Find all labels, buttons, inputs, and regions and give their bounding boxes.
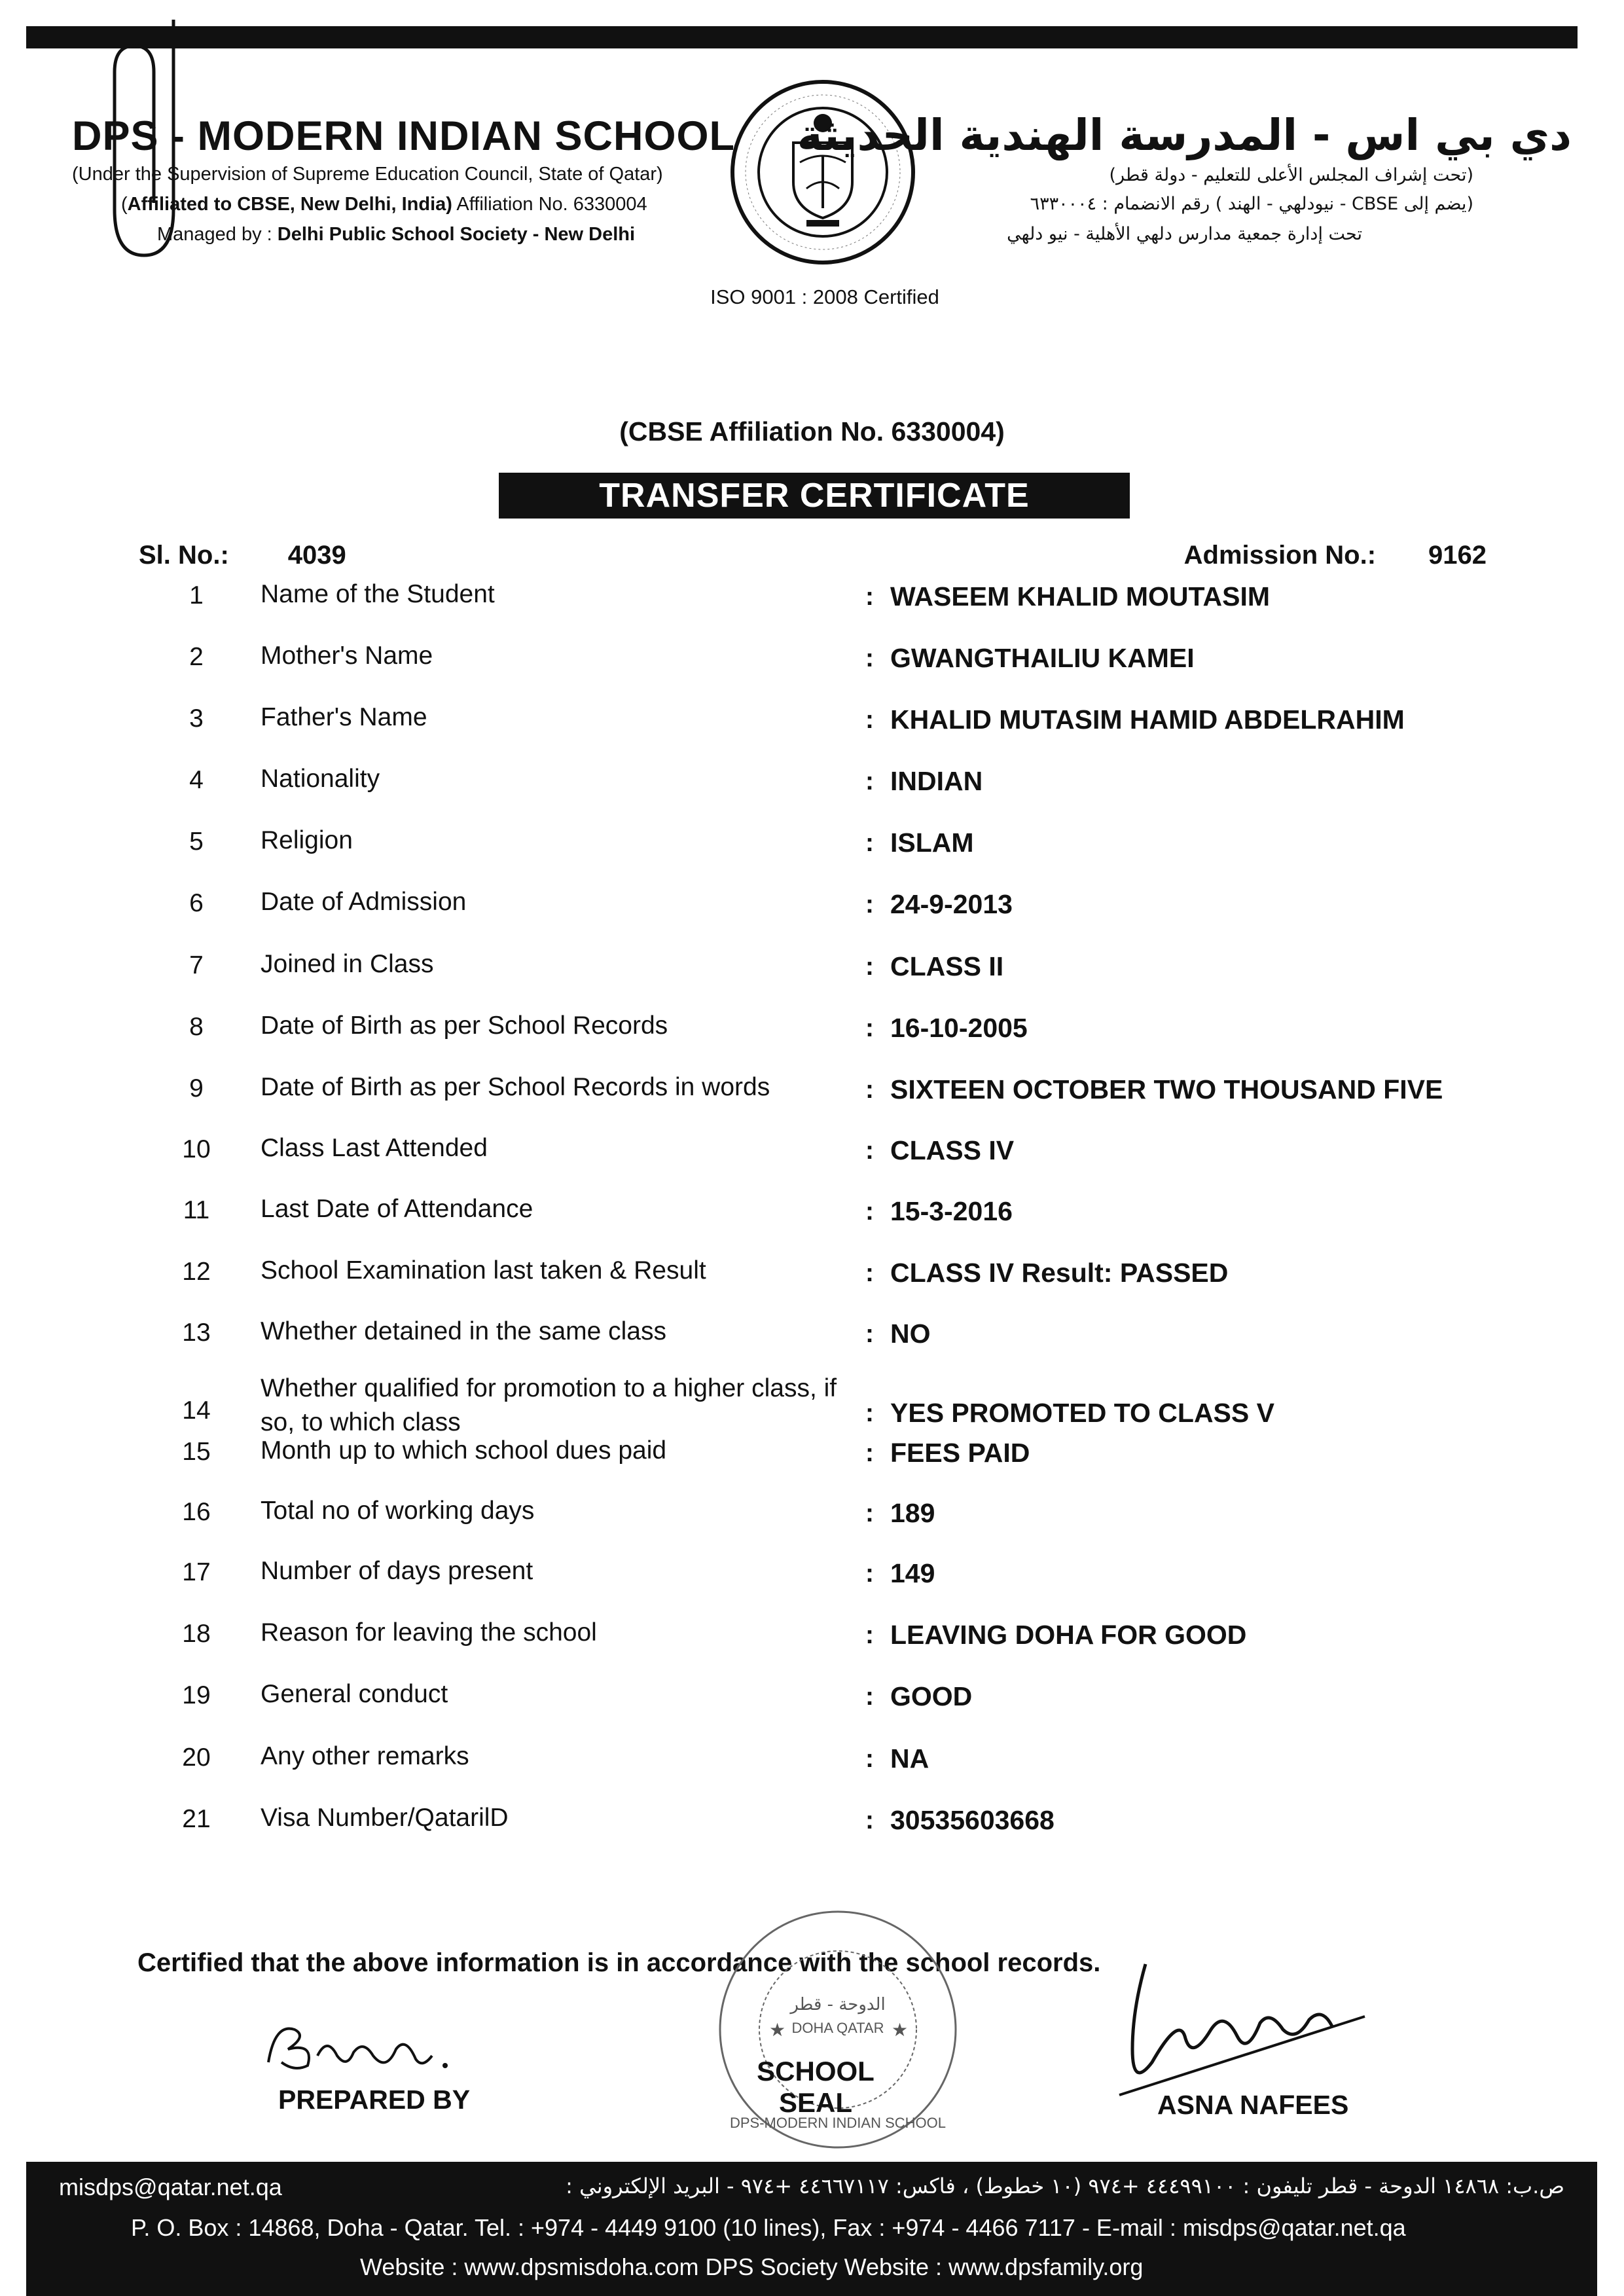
field-row — [0, 951, 1624, 1010]
signatory-name: ASNA NAFEES — [1157, 2090, 1349, 2120]
field-value: KHALID MUTASIM HAMID ABDELRAHIM — [890, 704, 1405, 735]
field-value: NO — [890, 1319, 931, 1349]
field-colon: : — [865, 1559, 874, 1588]
field-label: Total no of working days — [261, 1497, 535, 1525]
field-number: 6 — [189, 889, 204, 917]
field-colon: : — [865, 1076, 874, 1104]
field-number: 21 — [182, 1805, 211, 1833]
field-number: 15 — [182, 1438, 211, 1466]
field-row — [0, 1743, 1624, 1802]
field-number: 9 — [189, 1074, 204, 1102]
field-value: YES PROMOTED TO CLASS V — [890, 1398, 1274, 1428]
certified-statement: Certified that the above information is in accordance with the school records. — [137, 1948, 1101, 1977]
serial-number — [139, 541, 346, 570]
field-row — [0, 1681, 1624, 1740]
field-value: CLASS II — [890, 951, 1004, 981]
field-value: FEES PAID — [890, 1438, 1030, 1468]
field-label: General conduct — [261, 1680, 448, 1708]
field-number: 14 — [182, 1396, 211, 1425]
supervision-line: (Under the Supervision of Supreme Education Council, State of Qatar) — [72, 164, 663, 185]
svg-text:★: ★ — [892, 2020, 909, 2040]
prepared-by-label: PREPARED BY — [278, 2085, 471, 2115]
arabic-school-name: دي بي اس - المدرسة الهندية الحديثة — [797, 110, 1572, 160]
managed-by-society: Delhi Public School Society - New Delhi — [277, 224, 636, 245]
serial-value: 4039 — [287, 541, 346, 570]
field-value: CLASS IV Result: PASSED — [890, 1258, 1229, 1288]
field-value: 16-10-2005 — [890, 1013, 1028, 1043]
affiliation-bold: Affiliated to CBSE, New Delhi, India) — [127, 194, 452, 215]
field-colon: : — [865, 829, 874, 857]
field-row — [0, 1013, 1624, 1072]
field-row — [0, 828, 1624, 886]
field-value: ISLAM — [890, 828, 974, 858]
field-label: Class Last Attended — [261, 1134, 488, 1162]
field-number: 20 — [182, 1743, 211, 1772]
field-value: CLASS IV — [890, 1135, 1015, 1165]
footer-email: misdps@qatar.net.qa — [59, 2174, 282, 2200]
field-label: Father's Name — [261, 703, 427, 731]
field-label: Visa Number/QatarilD — [261, 1804, 509, 1832]
field-number: 13 — [182, 1319, 211, 1347]
field-row — [0, 1498, 1624, 1557]
field-row — [0, 1135, 1624, 1194]
field-number: 1 — [189, 581, 204, 610]
field-colon: : — [865, 1683, 874, 1711]
cbse-affiliation: (CBSE Affiliation No. 6330004) — [619, 416, 1005, 446]
field-label: Any other remarks — [261, 1742, 469, 1770]
field-number: 17 — [182, 1558, 211, 1586]
footer-arabic-contact: ص.ب: ١٤٨٦٨ الدوحة - قطر تليفون : ٤٤٤٩٩١٠٠ +٩٧٤ (١٠ خطوط) ، فاكس: ٤٤٦٦٧١١٧ +٩٧٤ - البريد الإلكتروني : — [566, 2174, 1564, 2198]
field-colon: : — [865, 1499, 874, 1527]
affiliation-line: (Affiliated to CBSE, New Delhi, India) Affiliation No. 6330004 — [121, 194, 647, 215]
admission-value: 9162 — [1428, 541, 1487, 570]
field-label: Month up to which school dues paid — [261, 1436, 667, 1465]
field-value: SIXTEEN OCTOBER TWO THOUSAND FIVE — [890, 1074, 1443, 1104]
field-value: GWANGTHAILIU KAMEI — [890, 643, 1195, 673]
field-value: LEAVING DOHA FOR GOOD — [890, 1620, 1247, 1650]
school-seal-label: SCHOOL SEAL — [757, 2056, 875, 2118]
field-row — [0, 889, 1624, 948]
field-number: 18 — [182, 1620, 211, 1648]
arabic-affiliation-line: (يضم إلى CBSE - نيودلهي - الهند ) رقم الانضمام : ٦٣٣٠٠٠٤ — [1030, 194, 1473, 214]
field-label: Religion — [261, 826, 353, 854]
field-label: Number of days present — [261, 1557, 533, 1585]
field-row — [0, 1620, 1624, 1679]
field-colon: : — [865, 1259, 874, 1287]
field-number: 4 — [189, 766, 204, 794]
field-label: Last Date of Attendance — [261, 1195, 533, 1223]
field-colon: : — [865, 1439, 874, 1467]
field-colon: : — [865, 583, 874, 611]
field-colon: : — [865, 1320, 874, 1348]
field-colon: : — [865, 953, 874, 981]
field-label: Name of the Student — [261, 580, 495, 608]
field-row — [0, 766, 1624, 825]
field-value: 189 — [890, 1498, 935, 1528]
seal-ring-text: DPS-MODERN INDIAN SCHOOL — [729, 2115, 947, 2131]
serial-label: Sl. No.: — [139, 541, 229, 570]
field-row — [0, 1319, 1624, 1377]
field-number: 11 — [183, 1196, 210, 1224]
field-label: Reason for leaving the school — [261, 1618, 597, 1647]
field-number: 8 — [189, 1013, 204, 1041]
arabic-supervision-line: (تحت إشراف المجلس الأعلى للتعليم - دولة قطر) — [1109, 165, 1473, 185]
field-colon: : — [865, 1014, 874, 1042]
document-title: TRANSFER CERTIFICATE — [499, 473, 1130, 519]
field-number: 2 — [189, 643, 204, 671]
footer — [26, 2162, 1597, 2296]
field-number: 5 — [189, 828, 204, 856]
field-row — [0, 1376, 1624, 1434]
admission-label: Admission No.: — [1183, 541, 1377, 570]
field-value: NA — [890, 1743, 929, 1774]
field-number: 16 — [182, 1498, 211, 1526]
field-number: 7 — [189, 951, 204, 979]
field-value: 24-9-2013 — [890, 889, 1013, 919]
field-colon: : — [865, 1806, 874, 1834]
field-row — [0, 1196, 1624, 1255]
field-value: 149 — [890, 1558, 935, 1588]
field-number: 3 — [189, 704, 204, 733]
field-colon: : — [865, 890, 874, 919]
seal-inner-latin: DOHA QATAR — [791, 2020, 884, 2036]
field-row — [0, 1074, 1624, 1133]
field-number: 12 — [182, 1258, 211, 1286]
field-label: Date of Birth as per School Records in words — [261, 1073, 770, 1101]
field-row — [0, 1258, 1624, 1317]
school-name: DPS - MODERN INDIAN SCHOOL — [72, 113, 736, 159]
footer-email-line — [59, 2174, 1564, 2201]
field-number: 10 — [182, 1135, 211, 1163]
iso-certification: ISO 9001 : 2008 Certified — [710, 285, 939, 308]
field-label: Whether detained in the same class — [261, 1317, 667, 1345]
field-label: Whether qualified for promotion to a higher class, if so, to which class — [261, 1374, 837, 1436]
field-label: Date of Admission — [261, 888, 467, 916]
field-colon: : — [865, 644, 874, 672]
field-value: WASEEM KHALID MOUTASIM — [890, 581, 1271, 611]
field-label: Nationality — [261, 765, 380, 793]
field-value: 15-3-2016 — [890, 1196, 1013, 1226]
managed-by-prefix: Managed by : — [157, 224, 278, 245]
field-value: 30535603668 — [890, 1805, 1055, 1835]
school-crest-icon — [728, 77, 918, 267]
field-colon: : — [865, 1399, 874, 1427]
svg-text:★: ★ — [769, 2020, 786, 2040]
field-label: Date of Birth as per School Records — [261, 1011, 668, 1040]
field-value: GOOD — [890, 1681, 973, 1711]
field-row — [0, 704, 1624, 763]
field-row — [0, 1558, 1624, 1617]
field-colon: : — [865, 1197, 874, 1226]
managed-by-line — [157, 224, 635, 246]
field-colon: : — [865, 706, 874, 734]
field-row — [0, 581, 1624, 640]
footer-contact-line: P. O. Box : 14868, Doha - Qatar. Tel. : +974 - 4449 9100 (10 lines), Fax : +974 - 4466 7117 - E-mail : misdps@qatar.net.qa — [131, 2214, 1406, 2241]
prepared-by-signature-icon — [255, 2010, 478, 2082]
field-label: Mother's Name — [261, 642, 433, 670]
arabic-managed-by-line: تحت إدارة جمعية مدارس دلهي الأهلية - نيو دلهي — [1007, 224, 1362, 244]
field-label: School Examination last taken & Result — [261, 1256, 706, 1285]
top-rule — [26, 26, 1578, 48]
seal-inner-arabic: الدوحة - قطر — [790, 1995, 886, 2014]
field-colon: : — [865, 767, 874, 795]
signatory-signature-icon — [1106, 1958, 1388, 2108]
field-colon: : — [865, 1137, 874, 1165]
field-number: 19 — [182, 1681, 211, 1709]
admission-number — [1184, 541, 1487, 570]
field-row — [0, 1805, 1624, 1864]
affiliation-number: Affiliation No. 6330004 — [452, 194, 647, 215]
field-row — [0, 1438, 1624, 1497]
footer-websites-line: Website : www.dpsmisdoha.com DPS Society Website : www.dpsfamily.org — [360, 2253, 1144, 2280]
field-label: Joined in Class — [261, 950, 434, 978]
field-colon: : — [865, 1621, 874, 1649]
field-row — [0, 643, 1624, 702]
school-seal-stamp-icon — [707, 1899, 969, 2160]
field-colon: : — [865, 1745, 874, 1773]
field-value: INDIAN — [890, 766, 983, 796]
